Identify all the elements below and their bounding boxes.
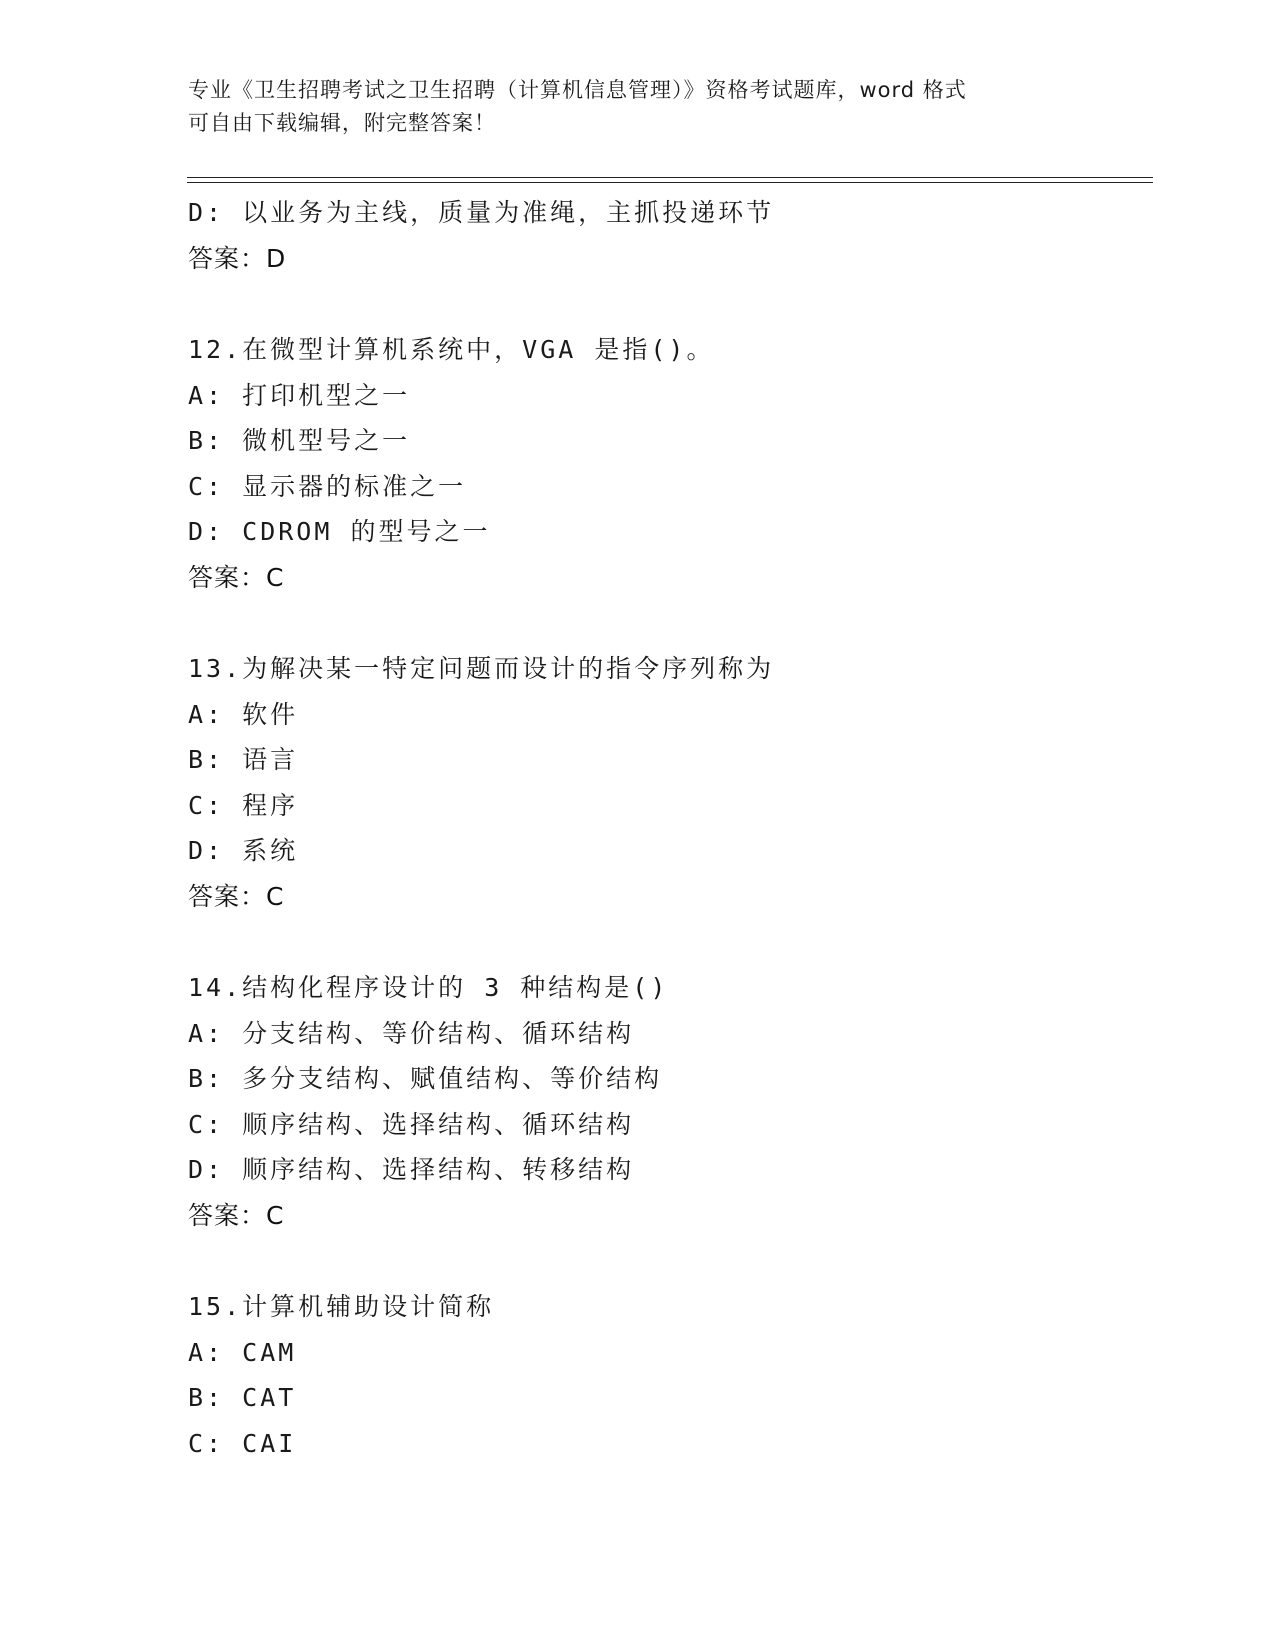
option-d: D: 以业务为主线，质量为准绳，主抓投递环节: [188, 198, 775, 227]
header-line-1: 专业《卫生招聘考试之卫生招聘（计算机信息管理）》资格考试题库，word 格式: [188, 78, 967, 102]
document-header: [188, 74, 1088, 140]
option-d: D: CDROM 的型号之一: [188, 517, 491, 546]
answer: 答案：C: [188, 881, 285, 911]
question-14: [188, 965, 1148, 1238]
option-b: B: 多分支结构、赋值结构、等价结构: [188, 1064, 663, 1093]
option-c: C: 顺序结构、选择结构、循环结构: [188, 1109, 635, 1139]
option-c: C: 程序: [188, 790, 299, 820]
question-stem: 14.结构化程序设计的 3 种结构是(): [188, 973, 669, 1002]
question-13: [188, 646, 1148, 919]
answer: 答案：C: [188, 562, 285, 592]
spacer: [188, 281, 1148, 327]
question-12: [188, 327, 1148, 600]
question-stem: 13.为解决某一特定问题而设计的指令序列称为: [188, 654, 775, 683]
option-d: D: 系统: [188, 836, 299, 865]
option-a: A: 软件: [188, 699, 299, 729]
question-stem: 15.计算机辅助设计简称: [188, 1292, 495, 1321]
option-d: D: 顺序结构、选择结构、转移结构: [188, 1155, 635, 1184]
answer: 答案：C: [188, 1200, 285, 1230]
answer: 答案：D: [188, 243, 287, 273]
option-a: A: 打印机型之一: [188, 380, 411, 410]
option-a: A: CAM: [188, 1337, 297, 1367]
header-divider-bottom: [187, 182, 1153, 183]
spacer: [188, 919, 1148, 965]
question-11-tail: [188, 190, 1148, 281]
option-a: A: 分支结构、等价结构、循环结构: [188, 1018, 635, 1048]
option-c: C: 显示器的标准之一: [188, 471, 467, 501]
option-b: B: CAT: [188, 1383, 297, 1412]
option-b: B: 微机型号之一: [188, 426, 411, 455]
question-15: [188, 1284, 1148, 1466]
header-divider-top: [187, 177, 1153, 178]
spacer: [188, 600, 1148, 646]
spacer: [188, 1238, 1148, 1284]
option-c: C: CAI: [188, 1428, 297, 1458]
question-stem: 12.在微型计算机系统中，VGA 是指()。: [188, 335, 715, 364]
header-line-2: 可自由下载编辑，附完整答案！: [188, 111, 496, 135]
question-list: [188, 190, 1148, 1466]
option-b: B: 语言: [188, 745, 299, 774]
